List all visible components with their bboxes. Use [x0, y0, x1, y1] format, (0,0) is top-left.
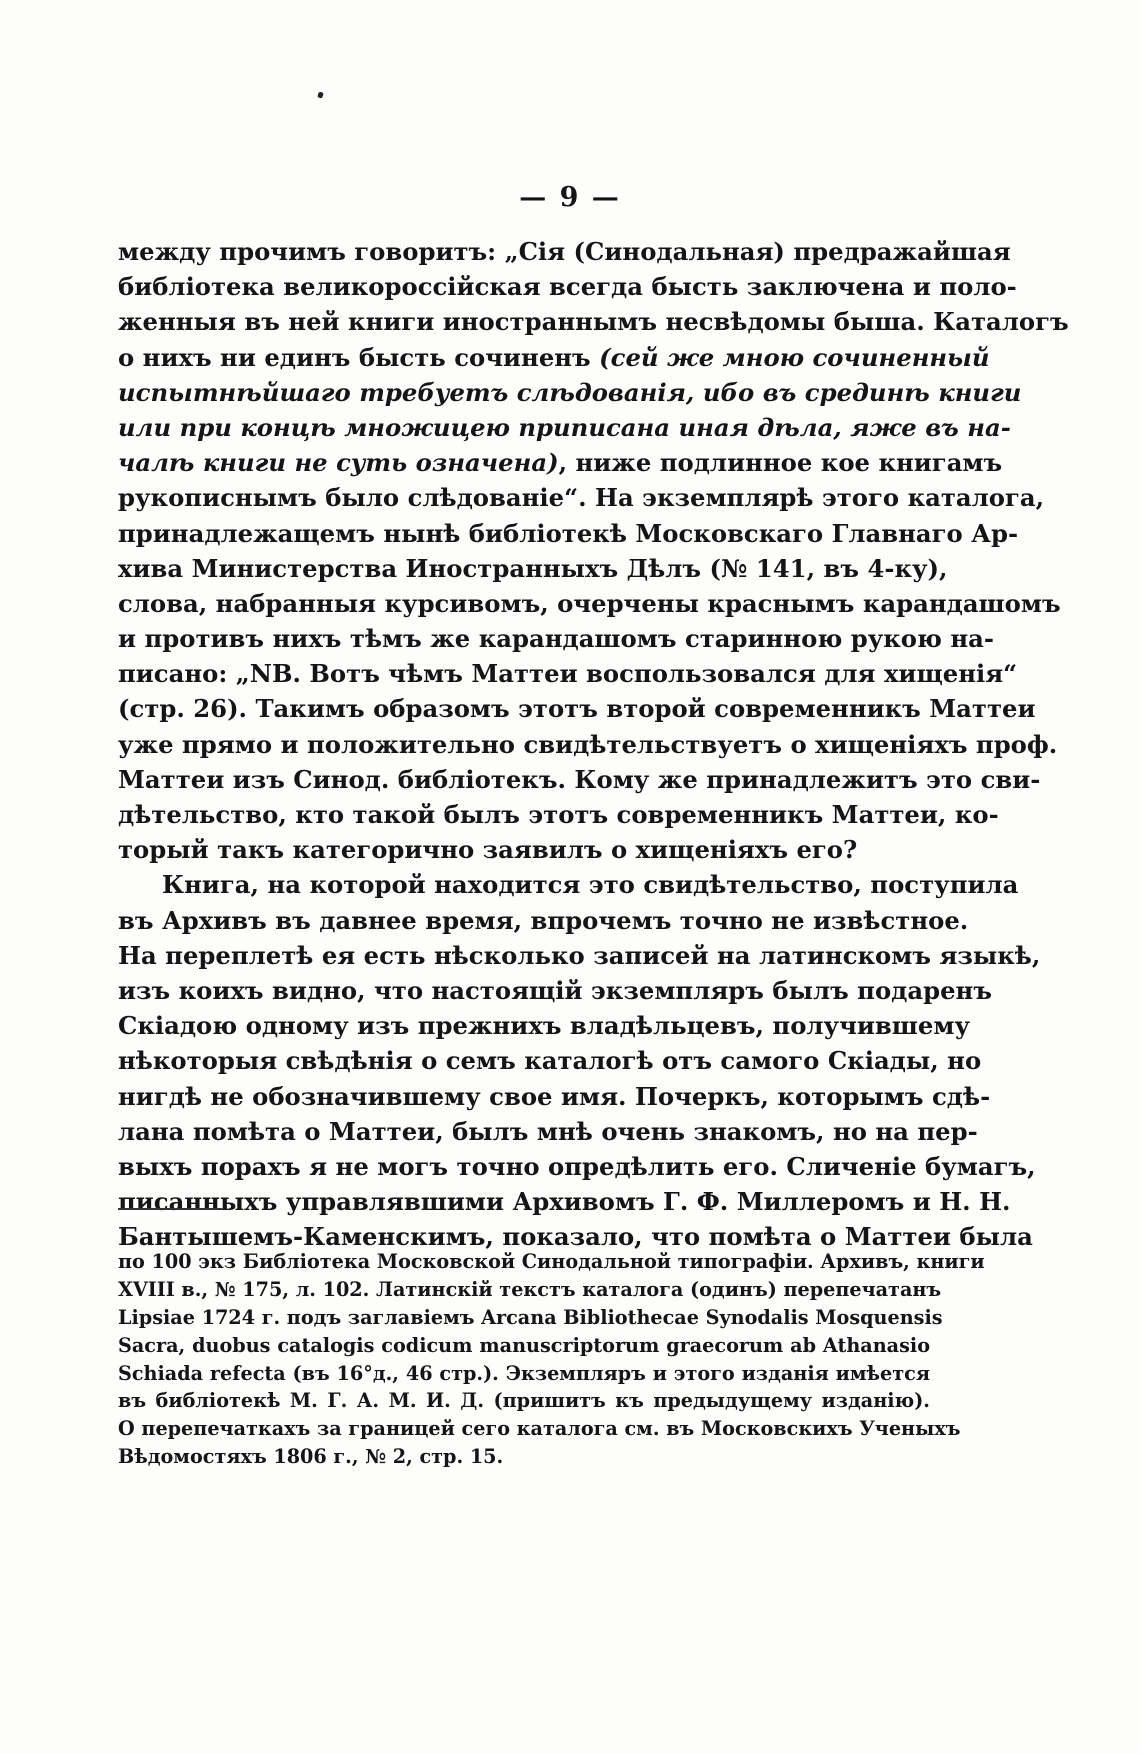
italic-segment: чалѣ книги не суть означена) — [118, 448, 559, 478]
text-segment: и противъ нихъ тѣмъ же карандашомъ старинною рукою на- — [118, 624, 994, 654]
italic-segment: (сей же мною сочиненный — [599, 342, 990, 372]
text-segment: торый такъ категорично заявилъ о хищеніяхъ его? — [118, 835, 858, 865]
text-segment: между прочимъ говоритъ: „Сія (Синодальная) предражайшая — [118, 237, 1011, 266]
paragraph-1 — [118, 234, 1069, 867]
text-line: Скіадою одному изъ прежнихъ владѣльцевъ, получившему — [118, 1011, 971, 1041]
footnote-line: въ библіотекѣ М. Г. А. М. И. Д. (пришитъ къ предыдущему изданію). — [118, 1389, 930, 1413]
text-line: изъ коихъ видно, что настоящій экземпляръ былъ подаренъ — [118, 975, 992, 1005]
italic-segment: или при концѣ множицею приписана иная дѣла, яже въ на- — [118, 412, 1011, 442]
text-line: нигдѣ не обозначившему свое имя. Почеркъ, которымъ сдѣ- — [118, 1081, 991, 1111]
text-line — [118, 410, 1011, 445]
footnote-line: XVIII в., № 175, л. 102. Латинскій текстъ каталога (одинъ) перепечатанъ — [118, 1277, 942, 1301]
text-segment: о нихъ ни единъ бысть сочиненъ — [118, 342, 600, 372]
text-line — [118, 727, 1058, 762]
footnote-line: Sacra, duobus catalogis codicum manuscriptorum graecorum ab Athanasio — [118, 1333, 930, 1357]
text-line — [118, 797, 999, 832]
text-line — [118, 375, 1022, 410]
main-text — [118, 234, 1069, 1254]
text-line — [118, 445, 1003, 480]
text-line — [118, 480, 1045, 515]
text-line: въ Архивъ въ давнее время, впрочемъ точно не извѣстное. — [118, 905, 969, 935]
text-line: лана помѣта о Маттеи, былъ мнѣ очень знакомъ, но на пер- — [118, 1116, 978, 1146]
text-segment: женныя въ ней книги иностраннымъ несвѣдомы быша. Каталогъ — [118, 307, 1069, 337]
text-line — [118, 340, 990, 375]
text-line — [118, 762, 1041, 797]
footnote-line: Вѣдомостяхъ 1806 г., № 2, стр. 15. — [118, 1445, 504, 1469]
text-line: нѣкоторыя свѣдѣнія о семъ каталогѣ отъ самого Скіады, но — [118, 1046, 982, 1076]
text-segment: Маттеи изъ Синод. библіотекъ. Кому же принадлежитъ это сви- — [118, 764, 1041, 794]
text-segment: писано: „NB. Вотъ чѣмъ Маттеи воспользовался для хищенія“ — [118, 659, 1018, 689]
text-line — [118, 234, 1011, 269]
text-segment: слова, набранныя курсивомъ, очерчены краснымъ карандашомъ — [118, 588, 1061, 618]
text-line — [118, 656, 1018, 691]
text-line: На переплетѣ ея есть нѣсколько записей на латинскомъ языкѣ, — [118, 940, 1041, 970]
text-line: Бантышемъ-Каменскимъ, показало, что помѣта о Маттеи была — [118, 1222, 1033, 1252]
footnote-line: Lipsiae 1724 г. подъ заглавіемъ Arcana Bibliothecae Synodalis Mosquensis — [118, 1305, 943, 1329]
text-line: Книга, на которой находится это свидѣтельство, поступила — [162, 870, 1019, 900]
text-segment: , ниже подлинное кое книгамъ — [558, 448, 1003, 478]
text-segment: принадлежащемъ нынѣ библіотекѣ Московскаго Главнаго Ар- — [118, 518, 1019, 548]
text-segment: уже прямо и положительно свидѣтельствуетъ о хищеніяхъ проф. — [118, 729, 1058, 759]
ink-speck — [317, 91, 324, 98]
text-segment: дѣтельство, кто такой былъ этотъ современникъ Маттеи, ко- — [118, 800, 999, 829]
text-line: писанныхъ управлявшими Архивомъ Г. Ф. Миллеромъ и Н. Н. — [118, 1187, 1011, 1217]
footnote-line: Schiada refecta (въ 16°д., 46 стр.). Экземпляръ и этого изданія имѣется — [118, 1361, 930, 1385]
text-segment: библіотека великороссійская всегда бысть заключена и поло- — [118, 272, 1017, 302]
text-line — [118, 516, 1019, 551]
page-number: — 9 — — [519, 182, 621, 213]
text-line — [118, 269, 1017, 304]
footnote-line: по 100 экз Библіотека Московской Синодальной типографіи. Архивъ, книги — [118, 1250, 985, 1273]
footnote — [118, 1248, 985, 1471]
footnote-line: О перепечаткахъ за границей сего каталога см. въ Московскихъ Ученыхъ — [118, 1417, 961, 1441]
paragraph-2 — [118, 867, 1041, 1254]
text-line — [118, 586, 1061, 621]
text-line — [118, 621, 994, 656]
text-line: выхъ порахъ я не могъ точно опредѣлить его. Сличеніе бумагъ, — [118, 1151, 1036, 1181]
text-line — [118, 691, 1036, 726]
italic-segment: испытнѣйшаго требуетъ слѣдованія, ибо въ срединѣ книги — [118, 377, 1022, 407]
text-segment: рукописнымъ было слѣдованіе“. На экземплярѣ этого каталога, — [118, 483, 1045, 513]
text-segment: (стр. 26). Такимъ образомъ этотъ второй современникъ Маттеи — [118, 694, 1036, 724]
text-line — [118, 832, 924, 867]
text-line — [118, 304, 1069, 339]
footnote-separator — [118, 1208, 222, 1210]
text-line — [118, 551, 948, 586]
text-segment: хива Министерства Иностранныхъ Дѣлъ (№ 141, въ 4-ку), — [118, 553, 948, 583]
